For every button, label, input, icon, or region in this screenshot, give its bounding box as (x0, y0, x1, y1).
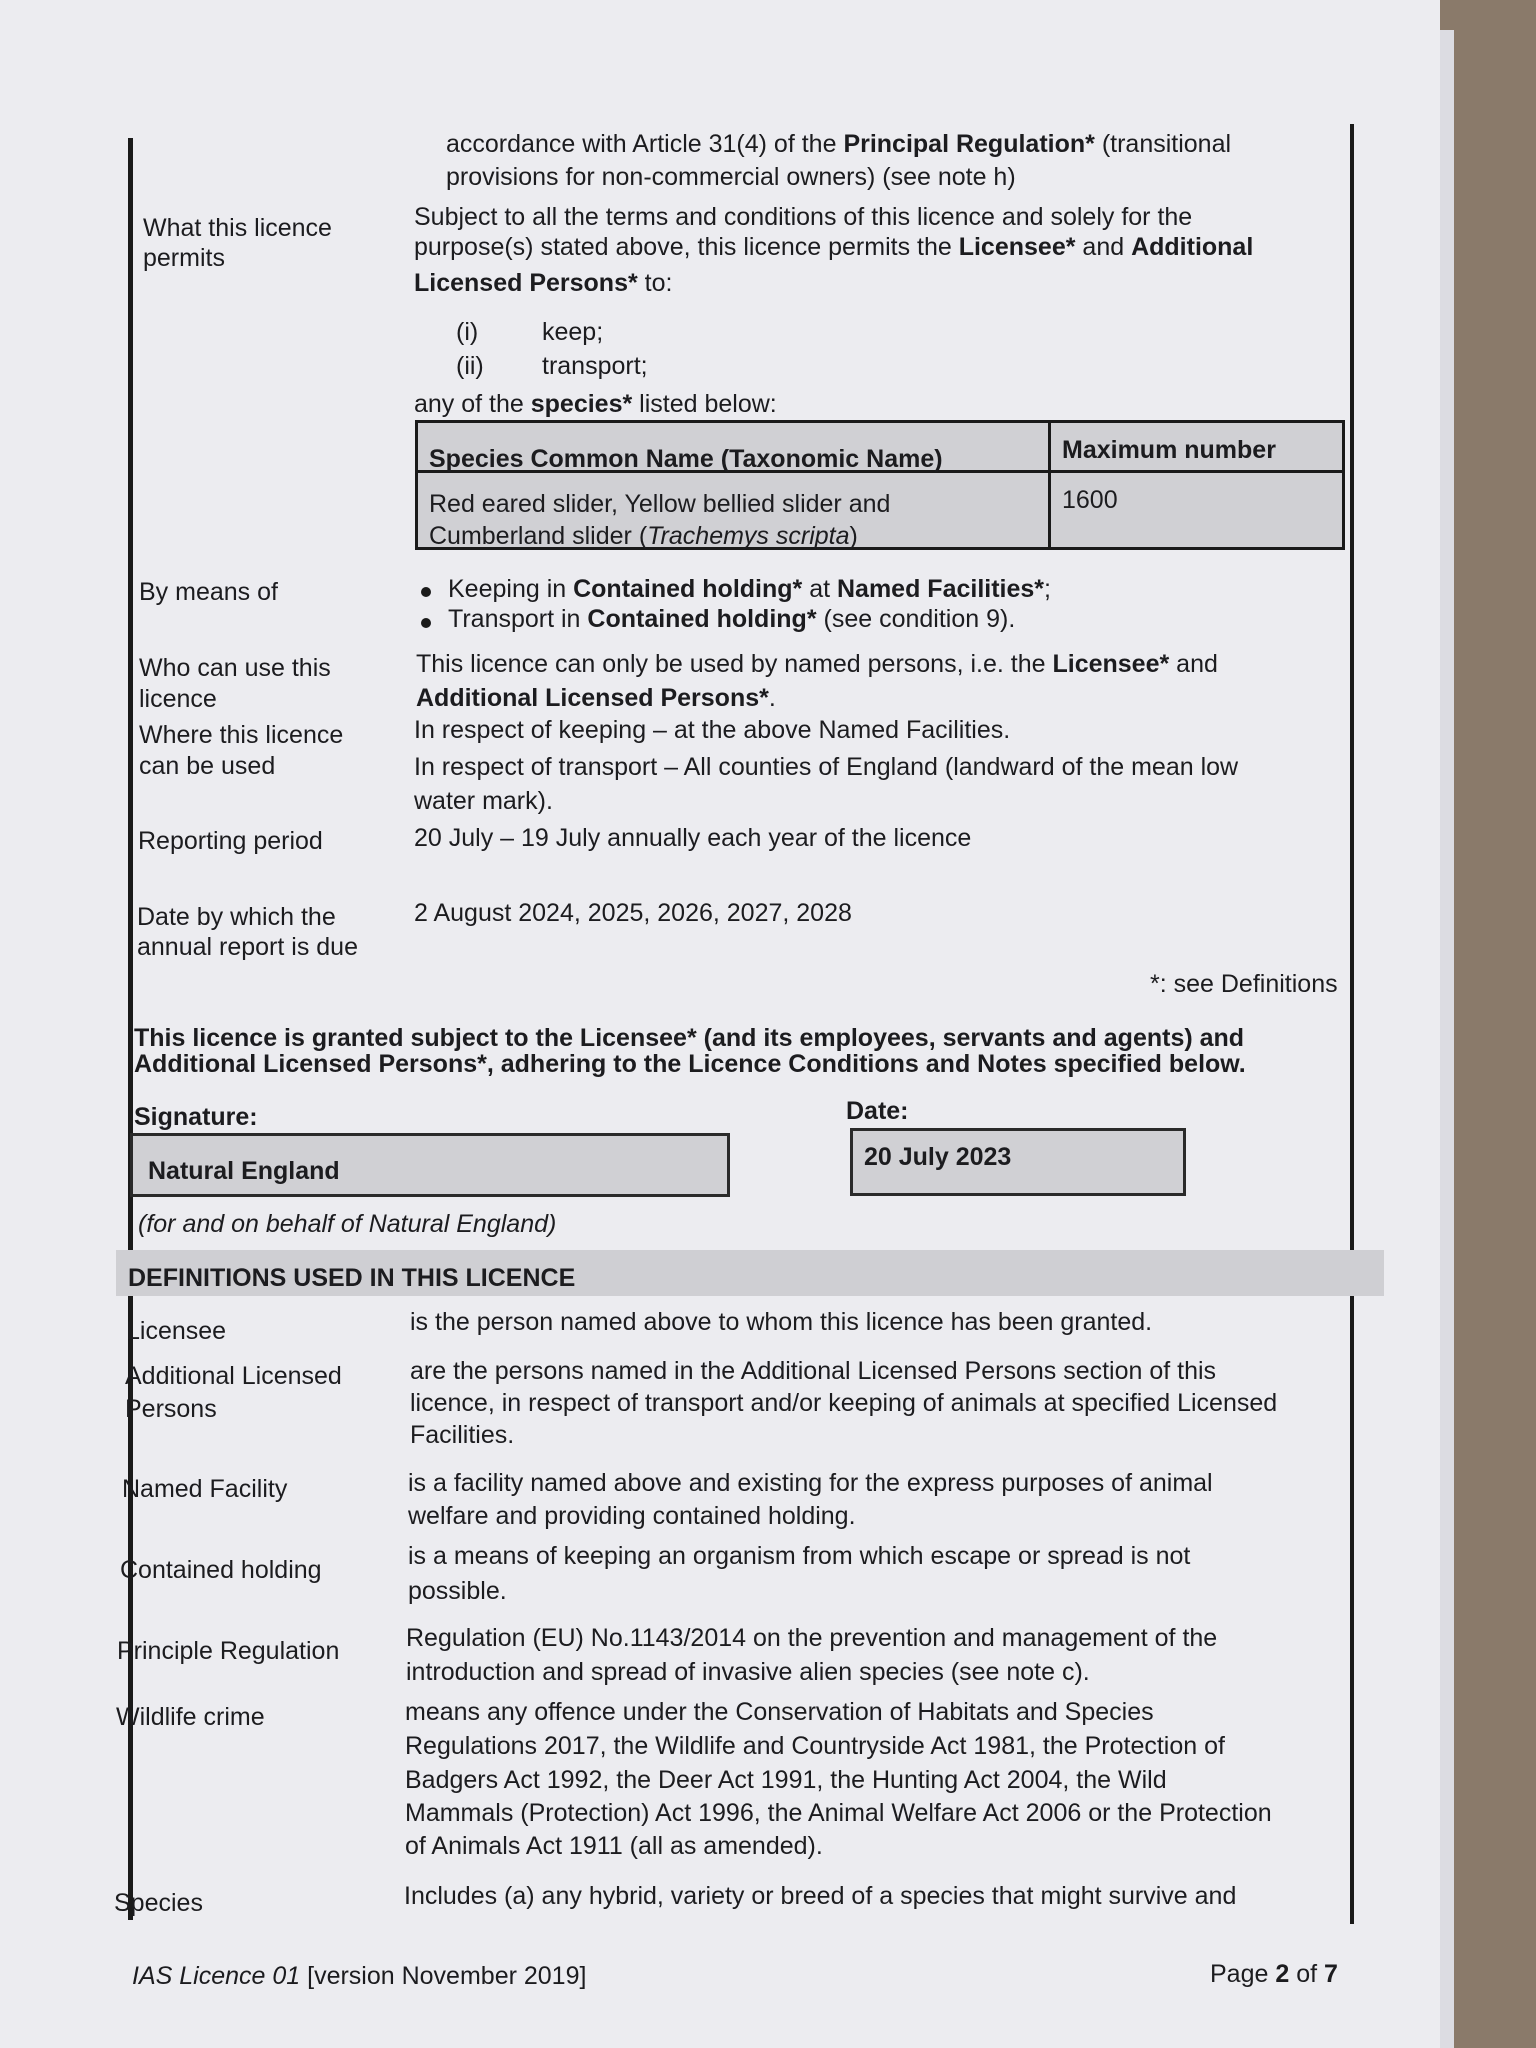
who-text: This licence can only be used by named persons, i.e. the Licensee* and (416, 650, 1218, 678)
due-label: Date by which the (137, 903, 336, 931)
permit-item-text: transport; (542, 352, 648, 380)
def-text-contained-2: possible. (408, 1577, 507, 1605)
means-keeping: Keeping in Contained holding* at Named Facilities*; (448, 575, 1051, 603)
by-means-label: By means of (139, 578, 278, 606)
species-col-header: Species Common Name (Taxonomic Name) (429, 445, 943, 473)
def-term-licensee: Licensee (126, 1317, 227, 1345)
def-text-crime-4: Mammals (Protection) Act 1996, the Animal Welfare Act 2006 or the Protection (405, 1799, 1272, 1827)
def-text-additional-3: Facilities. (410, 1421, 515, 1449)
def-term-additional-2: Persons (125, 1395, 217, 1423)
def-text-crime: means any offence under the Conservation of Habitats and Species (405, 1698, 1154, 1726)
permit-item-num: (i) (456, 318, 479, 346)
signature-label: Signature: (134, 1103, 258, 1131)
def-term-facility: Named Facility (122, 1475, 288, 1503)
signature-caption: (for and on behalf of Natural England) (138, 1210, 557, 1238)
signature-value: Natural England (148, 1157, 340, 1185)
species-name: Red eared slider, Yellow bellied slider and (429, 490, 891, 518)
def-text-regulation: Regulation (EU) No.1143/2014 on the prevention and management of the (406, 1624, 1218, 1652)
article-line-2: provisions for non-commercial owners) (see note h) (446, 163, 1016, 191)
article-line: accordance with Article 31(4) of the Principal Regulation* (transitional (446, 130, 1232, 158)
where-transport-2: water mark). (414, 787, 553, 815)
bullet-icon (421, 618, 431, 628)
who-text-2: Additional Licensed Persons*. (416, 684, 776, 712)
permits-text-2: purpose(s) stated above, this licence permits the Licensee* and Additional (414, 233, 1254, 261)
species-max-number: 1600 (1062, 486, 1118, 514)
def-text-facility: is a facility named above and existing for the express purposes of animal (408, 1469, 1213, 1497)
who-label-2: licence (139, 685, 217, 713)
species-name-2: Cumberland slider (Trachemys scripta) (429, 522, 858, 550)
page-edge (1440, 30, 1454, 2048)
def-text-contained: is a means of keeping an organism from which escape or spread is not (408, 1542, 1191, 1570)
def-text-crime-2: Regulations 2017, the Wildlife and Countryside Act 1981, the Protection of (405, 1732, 1225, 1760)
def-text-species: Includes (a) any hybrid, variety or breed of a species that might survive and (404, 1882, 1237, 1910)
due-label-2: annual report is due (137, 933, 358, 961)
def-term-contained: Contained holding (120, 1556, 322, 1584)
where-label-2: can be used (139, 752, 276, 780)
def-term-crime: Wildlife crime (116, 1703, 265, 1731)
date-label: Date: (846, 1097, 909, 1125)
reporting-period: 20 July – 19 July annually each year of the licence (414, 824, 972, 852)
due-dates: 2 August 2024, 2025, 2026, 2027, 2028 (414, 899, 852, 927)
means-transport: Transport in Contained holding* (see condition 9). (448, 605, 1016, 633)
def-term-additional: Additional Licensed (125, 1362, 342, 1390)
permits-text: Subject to all the terms and conditions of this licence and solely for the (414, 203, 1193, 231)
def-text-crime-5: of Animals Act 1911 (all as amended). (405, 1832, 823, 1860)
reporting-label: Reporting period (138, 827, 323, 855)
who-label: Who can use this (139, 654, 331, 682)
grant-statement-2: Additional Licensed Persons*, adhering to the Licence Conditions and Notes specified below. (134, 1050, 1246, 1078)
def-text-regulation-2: introduction and spread of invasive alien species (see note c). (406, 1658, 1090, 1686)
where-transport: In respect of transport – All counties of England (landward of the mean low (414, 753, 1239, 781)
where-keeping: In respect of keeping – at the above Named Facilities. (414, 716, 1011, 744)
permit-item-text: keep; (542, 318, 604, 346)
grant-statement: This licence is granted subject to the Licensee* (and its employees, servants and agents) and (134, 1024, 1245, 1052)
definitions-title: DEFINITIONS USED IN THIS LICENCE (128, 1264, 576, 1292)
species-intro: any of the species* listed below: (414, 390, 777, 418)
footer-version: IAS Licence 01 [version November 2019] (132, 1962, 587, 1990)
where-label: Where this licence (139, 721, 344, 749)
permits-label-2: permits (143, 244, 225, 272)
species-table-divider (1048, 423, 1051, 547)
def-text-facility-2: welfare and providing contained holding. (408, 1502, 856, 1530)
right-rule (1350, 124, 1354, 1924)
def-term-species: Species (114, 1889, 203, 1917)
page-number: Page 2 of 7 (1210, 1960, 1338, 1988)
bullet-icon (421, 587, 431, 597)
permit-item-num: (ii) (456, 352, 484, 380)
def-text-additional-2: licence, in respect of transport and/or keeping of animals at specified Licensed (410, 1389, 1278, 1417)
def-term-regulation: Principle Regulation (117, 1637, 340, 1665)
def-text-crime-3: Badgers Act 1992, the Deer Act 1991, the Hunting Act 2004, the Wild (405, 1766, 1167, 1794)
see-definitions: *: see Definitions (1150, 970, 1338, 998)
date-value: 20 July 2023 (864, 1143, 1012, 1171)
def-text-licensee: is the person named above to whom this licence has been granted. (410, 1308, 1153, 1336)
def-text-additional: are the persons named in the Additional Licensed Persons section of this (410, 1357, 1217, 1385)
permits-text-3: Licensed Persons* to: (414, 269, 673, 297)
max-col-header: Maximum number (1062, 436, 1276, 464)
permits-label: What this licence (143, 214, 332, 242)
